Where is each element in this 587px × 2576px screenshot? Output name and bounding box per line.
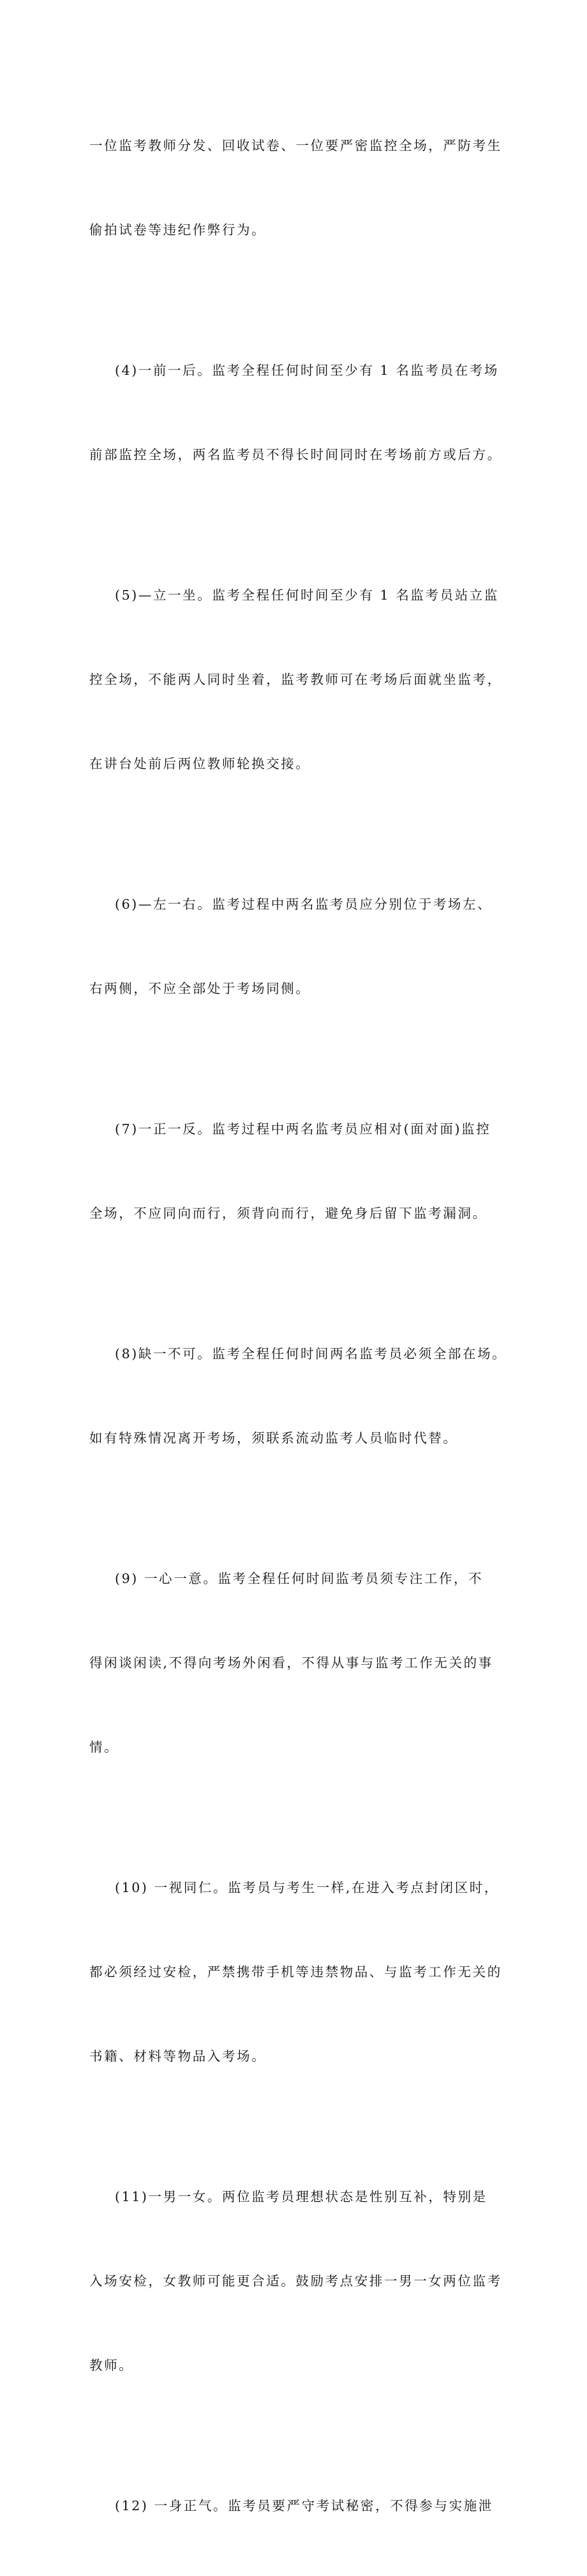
paragraph-item-12 (89, 2436, 504, 2576)
text-line: (10) 一视同仁。监考员与考生一样,在进入考点封闭区时， (115, 1880, 500, 1895)
text-line: 在讲台处前后两位教师轮换交接。 (89, 756, 311, 771)
text-line: 一位监考教师分发、回收试卷、一位要严密监控全场，严防考生 (89, 138, 502, 153)
text-line: (7)一正一反。监考过程中两名监考员应相对(面对面)监控 (115, 1121, 491, 1137)
text-line: 教师。 (89, 2358, 134, 2373)
paragraph-item-7 (89, 1059, 504, 1284)
text-line: (8)缺一不可。监考全程任何时间两名监考员必须全部在场。 (115, 1346, 507, 1361)
text-line: (6)—左一右。监考过程中两名监考员应分别位于考场左、 (115, 897, 493, 912)
text-line: 偷拍试卷等违纪作弊行为。 (89, 222, 267, 238)
paragraph-item-6 (89, 834, 504, 1059)
text-line: 全场，不应同向而行，须背向而行，避免身后留下监考漏洞。 (89, 1206, 487, 1221)
text-line: (11)一男一女。两位监考员理想状态是性别互补，特别是 (115, 2189, 487, 2204)
text-line: 控全场，不能两人同时坐着，监考教师可在考场后面就坐监考， (89, 672, 502, 687)
paragraph-item-4 (89, 300, 504, 525)
text-line: (4)一前一后。监考全程任何时间至少有 1 名监考员在考场 (115, 363, 500, 378)
text-line: 书籍、材料等物品入考场。 (89, 2049, 267, 2064)
paragraph-item-10 (89, 1817, 504, 2126)
text-line: 如有特殊情况离开考场，须联系流动监考人员临时代替。 (89, 1430, 458, 1446)
paragraph-item-8 (89, 1284, 507, 1508)
text-line: 得闲谈闲读,不得向考场外闲看，不得从事与监考工作无关的事 (89, 1655, 493, 1671)
text-line: (9) 一心一意。监考全程任何时间监考员须专注工作，不 (115, 1571, 484, 1586)
text-line: 前部监控全场，两名监考员不得长时间同时在考场前方或后方。 (89, 447, 502, 462)
text-line: 情。 (89, 1739, 119, 1755)
text-line: 都必须经过安检，严禁携带手机等违禁物品、与监考工作无关的 (89, 1964, 502, 1980)
paragraph-item-5 (89, 525, 504, 834)
text-line: (5)—立一坐。监考全程任何时间至少有 1 名监考员站立监 (115, 587, 500, 603)
document-body (89, 75, 507, 2576)
text-line: 入场安检，女教师可能更合适。鼓励考点安排一男一女两位监考 (89, 2273, 502, 2289)
paragraph-continuation (89, 75, 504, 300)
paragraph-item-9 (89, 1508, 504, 1817)
text-line: 右两侧，不应全部处于考场同侧。 (89, 981, 311, 996)
text-line: (12) 一身正气。监考员要严守考试秘密，不得参与实施泄 (115, 2498, 493, 2513)
paragraph-item-11 (89, 2126, 504, 2436)
